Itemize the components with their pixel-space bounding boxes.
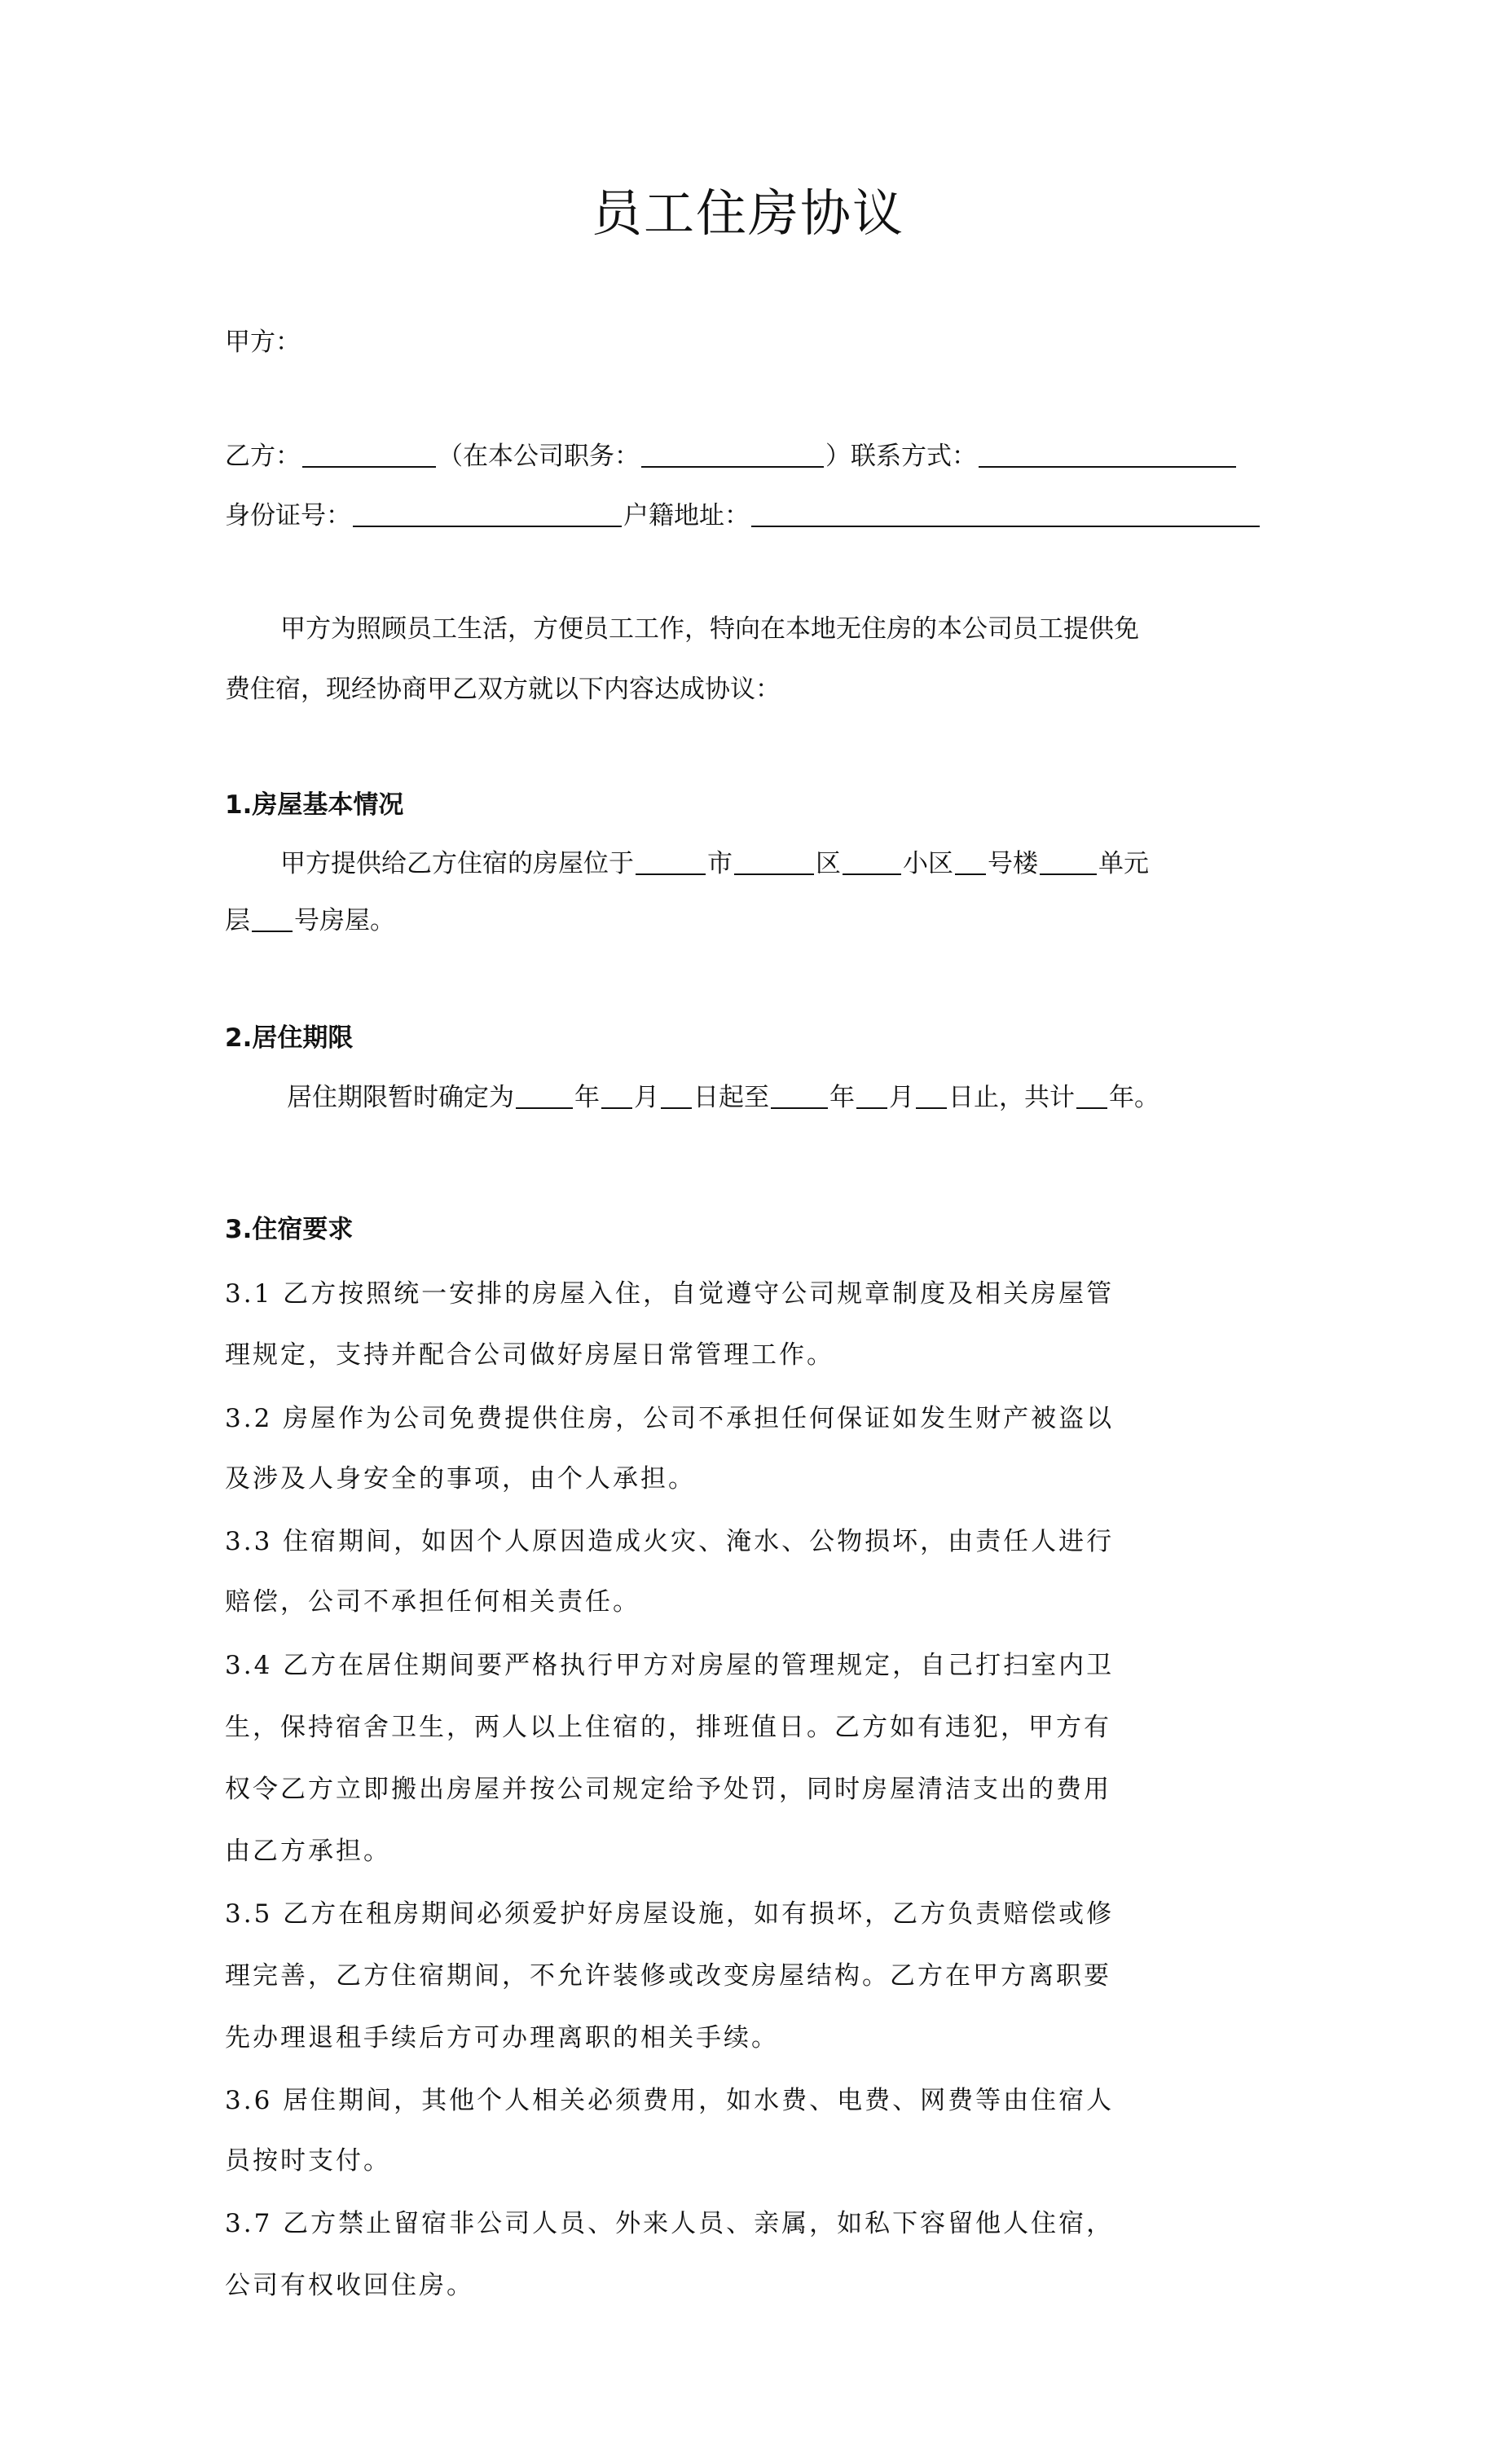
start-month-label: 月 <box>634 1083 659 1112</box>
section-2-line <box>287 1078 1292 1115</box>
requirement-line: 由乙方承担。 <box>225 1837 391 1866</box>
start-day-label: 日起至 <box>693 1083 769 1112</box>
requirement-line: 先办理退租手续后方可办理离职的相关手续。 <box>225 2023 779 2053</box>
end-month-blank <box>856 1081 887 1109</box>
party-a-label: 甲方： <box>225 328 301 357</box>
contact-blank <box>979 440 1236 468</box>
requirement-line: 3.1 乙方按照统一安排的房屋入住，自觉遵守公司规章制度及相关房屋管 <box>225 1279 1115 1309</box>
requirement-line: 生，保持宿舍卫生，两人以上住宿的，排班值日。乙方如有违犯，甲方有 <box>225 1713 1111 1742</box>
position-blank <box>641 440 824 468</box>
start-month-blank <box>601 1081 632 1109</box>
id-number-blank <box>353 499 622 527</box>
section-3-heading: 3.住宿要求 <box>225 1215 354 1244</box>
end-day-label: 日止，共计 <box>948 1083 1075 1112</box>
requirement-line: 赔偿，公司不承担任何相关责任。 <box>225 1587 640 1617</box>
intro-line-1: 甲方为照顾员工生活，方便员工工作，特向在本地无住房的本公司员工提供免 <box>280 614 1139 644</box>
city-label: 市 <box>707 849 733 878</box>
community-blank <box>843 847 901 875</box>
end-day-blank <box>916 1081 947 1109</box>
total-years-label: 年。 <box>1109 1083 1159 1112</box>
community-label: 小区 <box>903 849 953 878</box>
district-blank <box>734 847 814 875</box>
section-1-heading: 1.房屋基本情况 <box>225 790 404 820</box>
start-day-blank <box>661 1081 692 1109</box>
requirement-line: 理规定，支持并配合公司做好房屋日常管理工作。 <box>225 1340 834 1370</box>
requirement-line: 3.7 乙方禁止留宿非公司人员、外来人员、亲属，如私下容留他人住宿， <box>225 2209 1115 2238</box>
district-label: 区 <box>816 849 841 878</box>
end-month-label: 月 <box>889 1083 914 1112</box>
building-label: 号楼 <box>988 849 1038 878</box>
total-years-blank <box>1076 1081 1107 1109</box>
requirement-line: 3.3 住宿期间，如因个人原因造成火灾、淹水、公物损坏，由责任人进行 <box>225 1527 1115 1556</box>
requirement-line: 3.4 乙方在居住期间要严格执行甲方对房屋的管理规定，自己打扫室内卫 <box>225 1651 1115 1680</box>
requirement-line: 公司有权收回住房。 <box>225 2271 474 2300</box>
unit-label: 单元 <box>1098 849 1149 878</box>
end-year-blank <box>771 1081 828 1109</box>
party-b-label: 乙方： <box>225 442 301 471</box>
requirement-line: 员按时支付。 <box>225 2146 391 2176</box>
unit-blank <box>1040 847 1097 875</box>
document-title: 员工住房协议 <box>591 183 904 243</box>
household-address-blank <box>751 499 1260 527</box>
party-b-line <box>225 437 1292 474</box>
position-close-contact-label: ）联系方式： <box>825 442 977 471</box>
section-2-heading: 2.居住期限 <box>225 1023 354 1053</box>
party-a-line <box>225 324 1292 360</box>
floor-label: 层 <box>225 906 250 935</box>
position-open-label: （在本公司职务： <box>438 442 640 471</box>
party-b-name-blank <box>302 440 436 468</box>
requirement-line: 权令乙方立即搬出房屋并按公司规定给予处罚，同时房屋清洁支出的费用 <box>225 1775 1111 1804</box>
requirement-line: 3.2 房屋作为公司免费提供住房，公司不承担任何保证如发生财产被盗以 <box>225 1404 1115 1433</box>
intro-line-2: 费住宿，现经协商甲乙双方就以下内容达成协议： <box>225 675 781 704</box>
requirement-line: 及涉及人身安全的事项，由个人承担。 <box>225 1464 696 1494</box>
id-number-label: 身份证号： <box>225 501 351 530</box>
building-blank <box>955 847 986 875</box>
room-blank <box>252 904 293 932</box>
start-year-label: 年 <box>574 1083 600 1112</box>
end-year-label: 年 <box>829 1083 855 1112</box>
city-blank <box>636 847 706 875</box>
requirement-line: 理完善，乙方住宿期间，不允许装修或改变房屋结构。乙方在甲方离职要 <box>225 1961 1111 1991</box>
section-1-line-2 <box>225 901 1292 939</box>
section-1-line-1 <box>280 844 1292 882</box>
start-year-blank <box>516 1081 573 1109</box>
term-label: 居住期限暂时确定为 <box>287 1083 514 1112</box>
requirement-line: 3.5 乙方在租房期间必须爱护好房屋设施，如有损坏，乙方负责赔偿或修 <box>225 1899 1115 1929</box>
house-location-label: 甲方提供给乙方住宿的房屋位于 <box>280 849 634 878</box>
room-label: 号房屋。 <box>294 906 395 935</box>
household-address-label: 户籍地址： <box>623 501 750 530</box>
requirement-line: 3.6 居住期间，其他个人相关必须费用，如水费、电费、网费等由住宿人 <box>225 2086 1115 2115</box>
identity-line <box>225 496 1292 534</box>
